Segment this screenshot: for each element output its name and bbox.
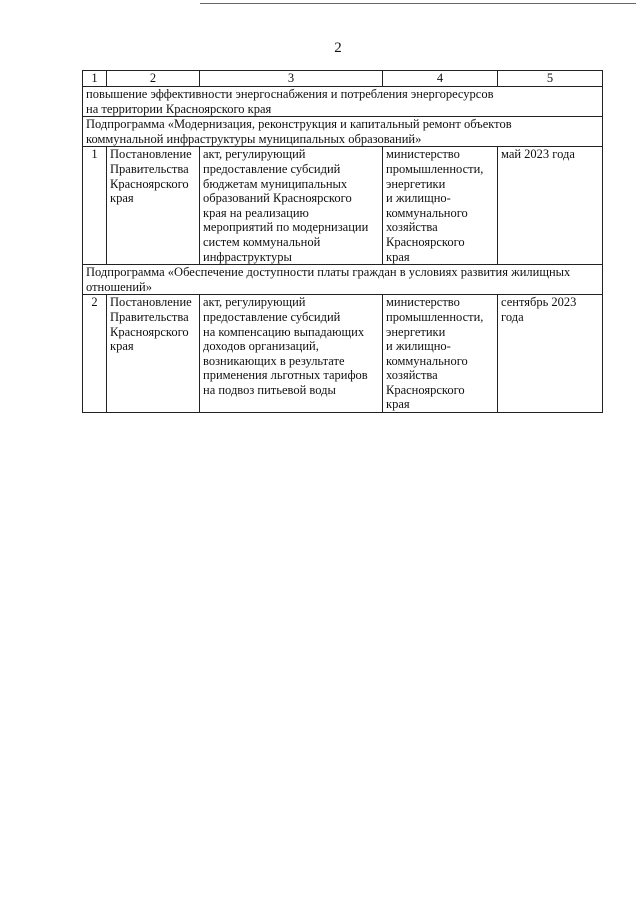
header-row <box>83 71 603 87</box>
header-col-3: 3 <box>200 71 383 87</box>
text-line: края на реализацию <box>203 205 309 220</box>
text-line: Подпрограмма «Обеспечение доступности платы граждан в условиях развития жилищных <box>86 265 571 280</box>
text-line: хозяйства <box>386 368 438 383</box>
header-col-4: 4 <box>383 71 498 87</box>
text-line: мероприятий по модернизации <box>203 220 369 235</box>
scan-top-border-line <box>200 3 636 4</box>
responsible-cell <box>383 295 498 413</box>
text-line: коммунальной инфраструктуры муниципальных образований» <box>86 131 422 146</box>
text-line: энергетики <box>386 176 446 191</box>
text-line: министерство <box>386 295 460 310</box>
text-line: и жилищно- <box>386 339 451 354</box>
text-line: хозяйства <box>386 220 438 235</box>
subprogram-row <box>83 117 603 147</box>
row-number: 1 <box>83 147 107 265</box>
text-line: энергетики <box>386 324 446 339</box>
text-line: Правительства <box>110 309 189 324</box>
text-line: коммунального <box>386 205 468 220</box>
text-line: май 2023 года <box>501 147 575 162</box>
text-line: доходов организаций, <box>203 339 319 354</box>
section-continuation-text <box>83 87 603 117</box>
text-line: систем коммунальной <box>203 234 321 249</box>
text-line: повышение эффективности энергоснабжения и потребления энергоресурсов <box>86 87 494 101</box>
text-line: Постановление <box>110 295 192 310</box>
text-line: Постановление <box>110 147 192 162</box>
text-line: акт, регулирующий <box>203 295 306 310</box>
measures-table <box>82 70 603 413</box>
text-line: акт, регулирующий <box>203 147 306 162</box>
subprogram-title <box>83 265 603 295</box>
text-line: промышленности, <box>386 161 484 176</box>
text-line: промышленности, <box>386 309 484 324</box>
text-line: Красноярского <box>110 176 189 191</box>
text-line: и жилищно- <box>386 191 451 206</box>
description-cell <box>200 147 383 265</box>
text-line: Красноярского <box>386 234 465 249</box>
section-continuation-row <box>83 87 603 117</box>
subprogram-row <box>83 265 603 295</box>
text-line: края <box>386 397 410 412</box>
header-col-5: 5 <box>498 71 603 87</box>
page-number: 2 <box>334 40 342 56</box>
text-line: бюджетам муниципальных <box>203 176 348 191</box>
text-line: сентябрь 2023 <box>501 295 577 310</box>
text-line: Красноярского <box>110 324 189 339</box>
text-line: инфраструктуры <box>203 249 292 264</box>
text-line: применения льготных тарифов <box>203 368 368 383</box>
text-line: Правительства <box>110 161 189 176</box>
subprogram-title <box>83 117 603 147</box>
document-type-cell <box>107 295 200 413</box>
text-line: года <box>501 309 524 324</box>
description-cell <box>200 295 383 413</box>
table-row <box>83 295 603 413</box>
text-line: края <box>386 249 410 264</box>
text-line: министерство <box>386 147 460 162</box>
table-row <box>83 147 603 265</box>
deadline-cell <box>498 147 603 265</box>
responsible-cell <box>383 147 498 265</box>
row-number: 2 <box>83 295 107 413</box>
text-line: коммунального <box>386 353 468 368</box>
text-line: предоставление субсидий <box>203 309 341 324</box>
text-line: образований Красноярского <box>203 191 352 206</box>
text-line: Подпрограмма «Модернизация, реконструкция и капитальный ремонт объектов <box>86 117 512 132</box>
text-line: края <box>110 339 134 354</box>
text-line: отношений» <box>86 279 152 294</box>
deadline-cell <box>498 295 603 413</box>
text-line: на территории Красноярского края <box>86 101 272 116</box>
text-line: Красноярского <box>386 382 465 397</box>
header-col-1: 1 <box>83 71 107 87</box>
header-col-2: 2 <box>107 71 200 87</box>
text-line: на компенсацию выпадающих <box>203 324 365 339</box>
text-line: края <box>110 191 134 206</box>
document-type-cell <box>107 147 200 265</box>
text-line: предоставление субсидий <box>203 161 341 176</box>
text-line: на подвоз питьевой воды <box>203 382 336 397</box>
text-line: возникающих в результате <box>203 353 345 368</box>
